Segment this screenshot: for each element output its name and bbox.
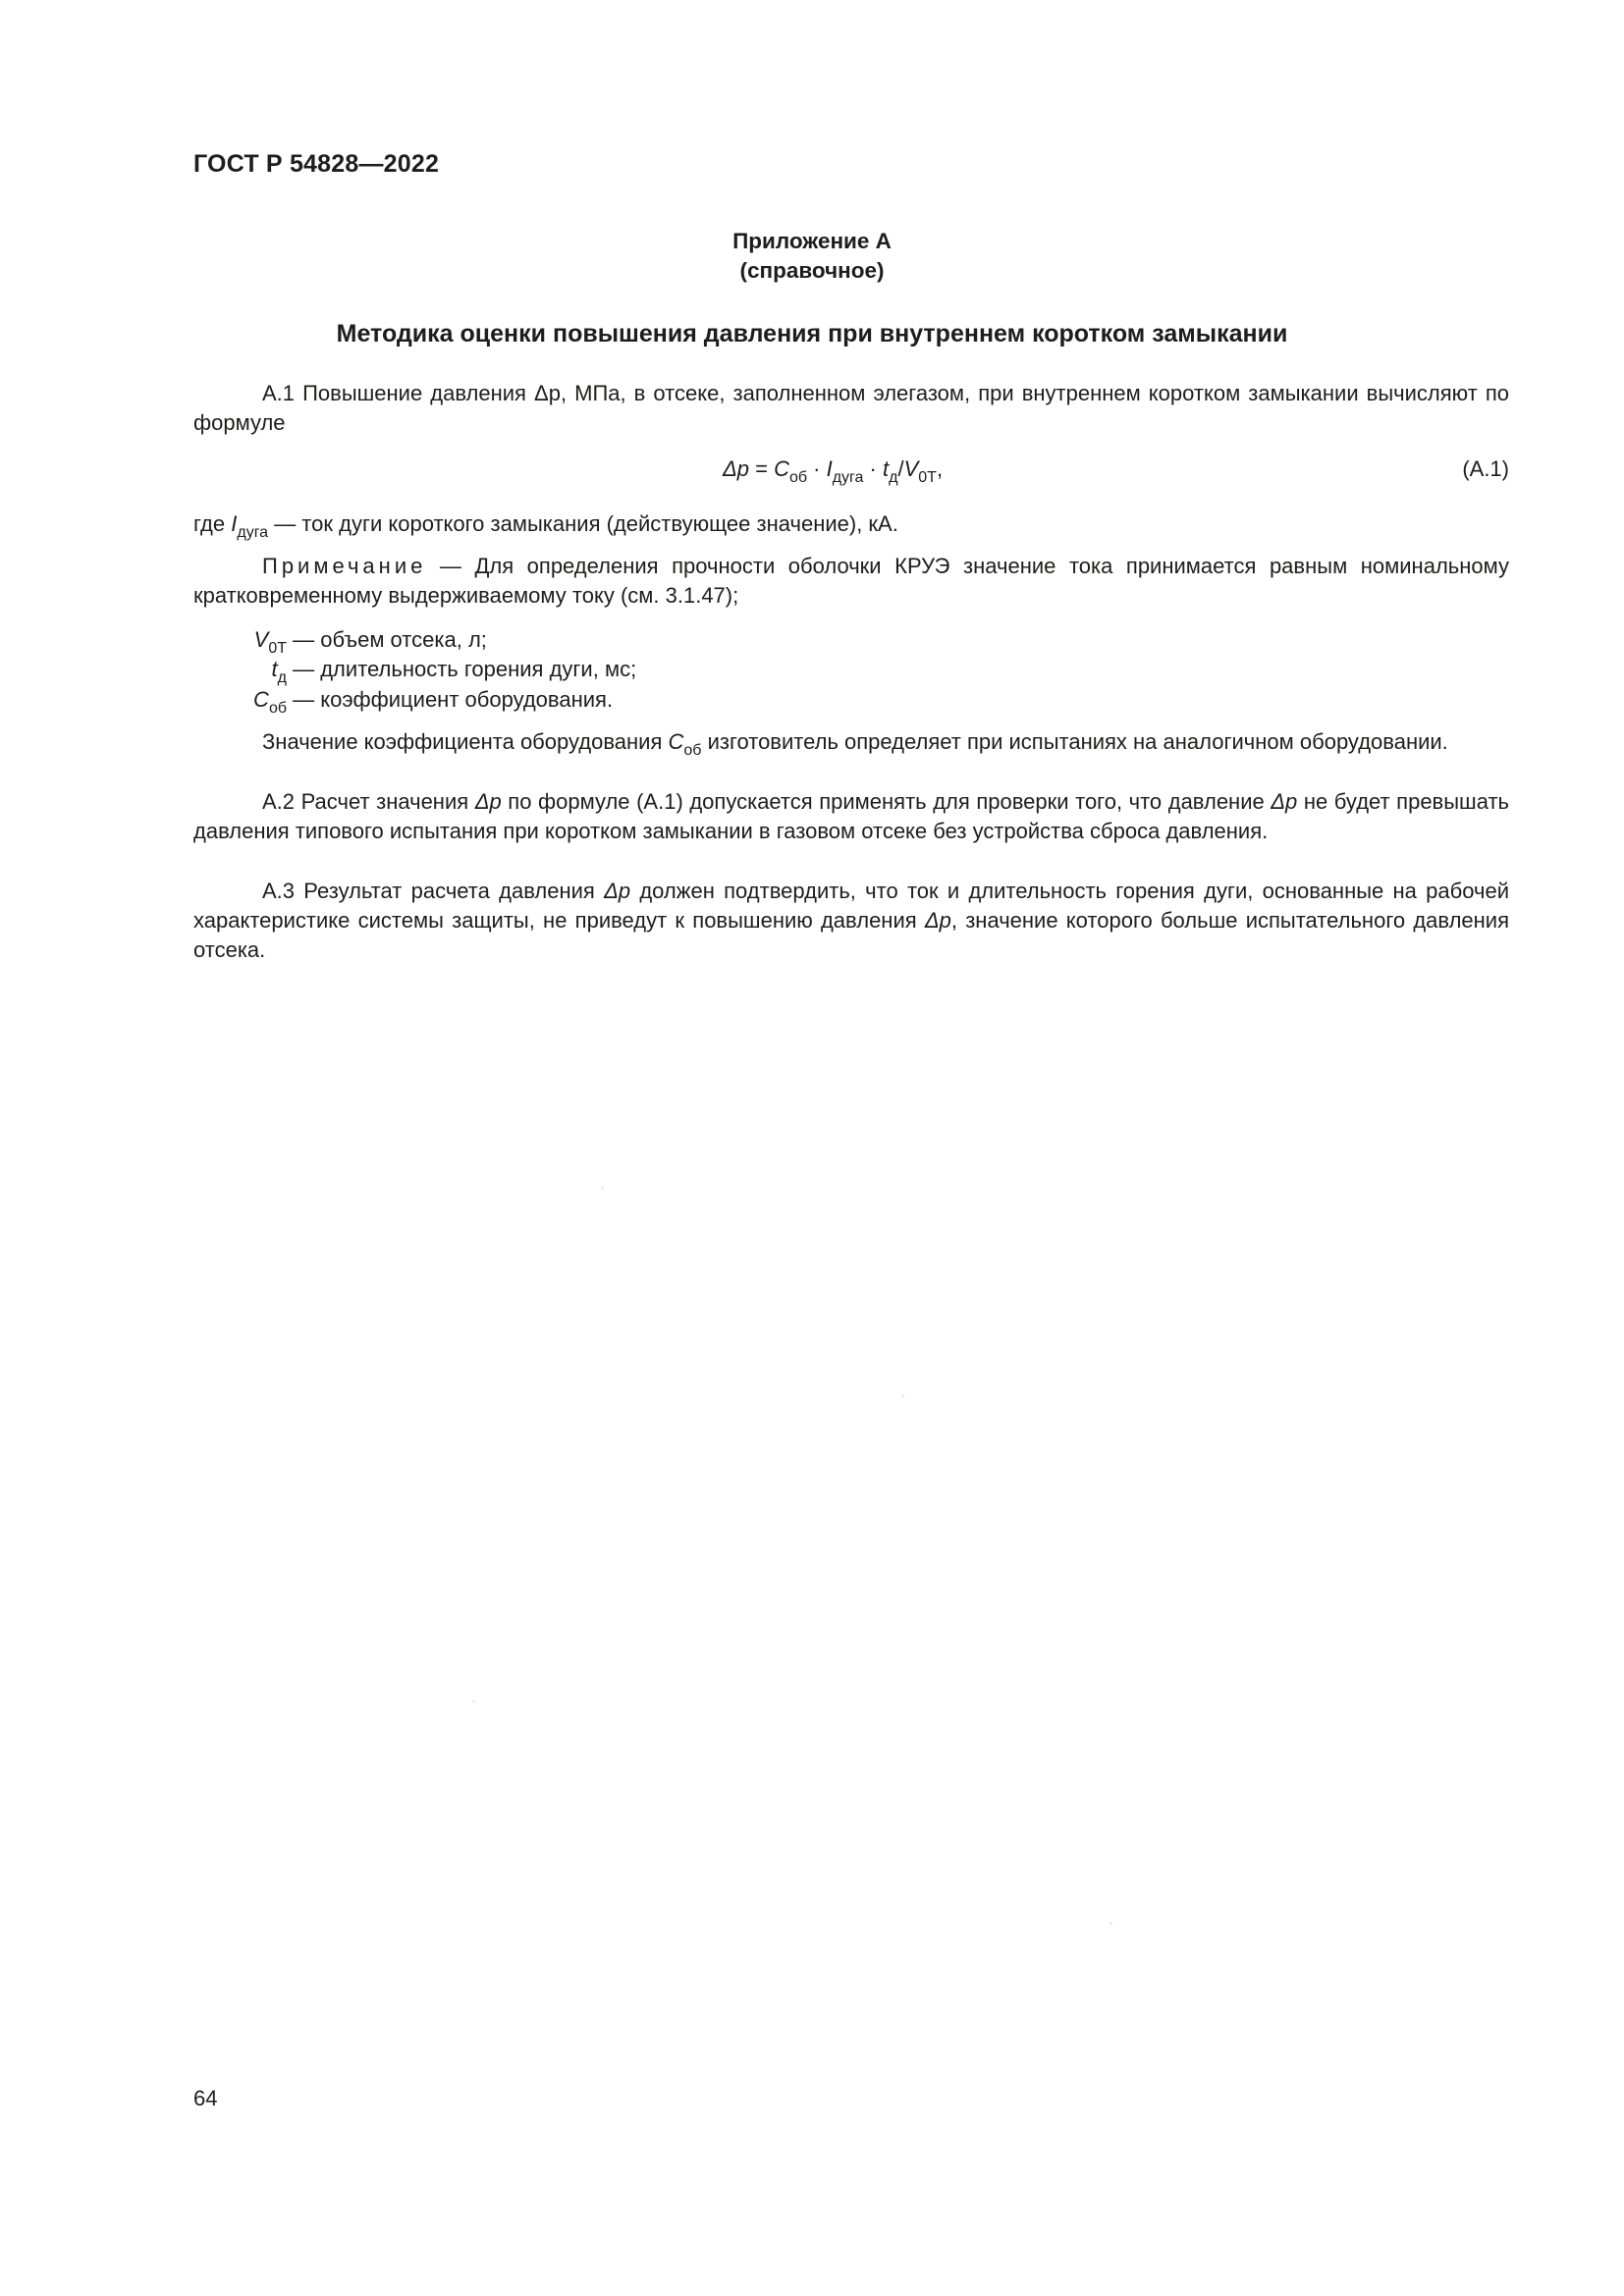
note-paragraph: Примечание — Для определения прочности оболочки КРУЭ значение тока принимается равным номинальному кратковременному выдерживаемому току (см. 3.1.47); xyxy=(193,554,1509,608)
where-line: где $I_{дуга}$ — ток дуги короткого замыкания (действующее значение), кА. xyxy=(193,511,898,541)
definition-td: $t_д$ — длительность горения дуги, мс; xyxy=(271,657,637,686)
formula-expression: $\Delta p = C_{об} \cdot I_{дуга} \cdot t_д/V_{0T}$, xyxy=(723,456,944,486)
section-title: Методика оценки повышения давления при внутреннем коротком замыкании xyxy=(336,320,1288,347)
paragraph-coefficient: Значение коэффициента оборудования $C_{об}$ изготовитель определяет при испытаниях на аналогичном оборудовании. xyxy=(262,729,1448,759)
scan-speck xyxy=(601,1187,604,1190)
appendix-heading xyxy=(0,227,1624,286)
appendix-title: Приложение А xyxy=(732,229,892,253)
definition-v0t: $V_{0T}$ — объем отсека, л; xyxy=(253,627,487,657)
standard-code: ГОСТ Р 54828—2022 xyxy=(193,150,440,178)
note-label: Примечание xyxy=(262,554,427,578)
appendix-type: (справочное) xyxy=(739,258,885,283)
page-number: 64 xyxy=(193,2086,218,2110)
paragraph-a1: А.1 Повышение давления Δр, МПа, в отсеке, заполненном элегазом, при внутреннем коротком замыкании вычисляют по формуле xyxy=(193,381,1509,435)
paragraph-a2: А.2 Расчет значения Δp по формуле (А.1) допускается применять для проверки того, что давление Δp не будет превышать давления типового испытания при коротком замыкании в газовом отсеке без устройства сброса давления. xyxy=(193,789,1510,843)
formula-a1 xyxy=(193,454,1509,488)
scan-speck xyxy=(472,1700,475,1703)
paragraph-a3: А.3 Результат расчета давления Δp должен подтвердить, что ток и длительность горения дуги, основанные на рабочей характеристике системы защиты, не приведут к повышению давления Δp, значение которого больше испытательного давления отсека. xyxy=(193,879,1509,962)
formula-number: (А.1) xyxy=(1462,456,1509,481)
scan-speck xyxy=(1110,1922,1112,1925)
definition-cob: $C_{об}$ — коэффициент оборудования. xyxy=(253,687,614,717)
scan-speck xyxy=(901,1395,904,1398)
